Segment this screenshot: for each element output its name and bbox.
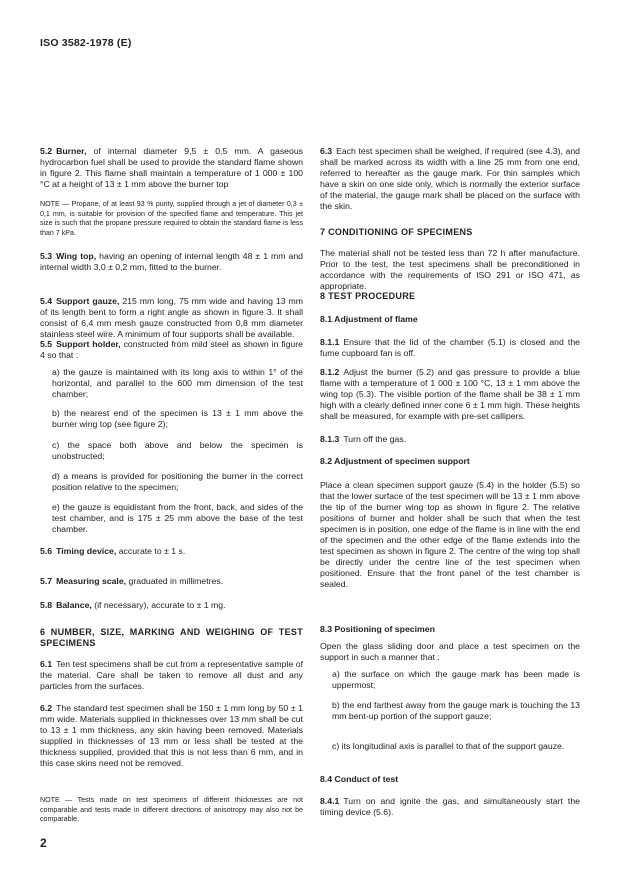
section-heading <box>320 227 580 238</box>
clause-number: 6.1 <box>40 659 53 669</box>
clause-text: Place a clean specimen support gauze (5.4) in the holder (5.5) so that the lower surface of the test specimen will be 13 ± 1 mm above the tip of the burner wing top as shown in figure 2. The relative positions of burner and holder shall be such that when the test specimen is in position, one edge of the flame is in line with the end of the specimen and the other edge of the flame extends into the test specimen as shown in figure 2. The centre of the wing top shall be directly under the centre line of the test specimen when positioned. Ensure that the front panel of the test chamber is sealed. <box>320 480 580 589</box>
paragraph <box>40 146 303 190</box>
paragraph <box>320 480 580 590</box>
clause-text: Open the glass sliding door and place a test specimen on the support in such a manner that : <box>320 641 580 662</box>
clause-number: 5.8 <box>40 600 53 610</box>
paragraph <box>40 659 303 692</box>
list-item <box>320 669 580 691</box>
clause-text: 8.2 Adjustment of specimen support <box>320 456 470 466</box>
list-item <box>40 471 303 493</box>
paragraph <box>320 248 580 292</box>
clause-text: Each test specimen shall be weighed, if required (see 4.3), and shall be marked across its width with a line 25 mm from one end, referred to hereafter as the gauge mark. For thin samples which have a skin on one side only, which is normally the exterior surface of the material, the gauge mark shall be placed on the surface with the skin. <box>320 146 580 211</box>
paragraph <box>320 641 580 663</box>
list-item <box>40 367 303 400</box>
paragraph <box>40 296 303 340</box>
clause-number: 5.2 <box>40 146 53 156</box>
paragraph <box>40 600 303 611</box>
clause-number: 5.5 <box>40 339 53 349</box>
subsection-heading <box>320 774 580 785</box>
clause-number: 5.3 <box>40 251 53 261</box>
clause-number: 8.1.3 <box>320 434 340 444</box>
list-item <box>40 502 303 535</box>
paragraph <box>40 576 303 587</box>
clause-text: 8 TEST PROCEDURE <box>320 291 416 301</box>
section-heading <box>320 291 580 302</box>
clause-number: 8.1.1 <box>320 337 340 347</box>
document-header: ISO 3582-1978 (E) <box>40 37 132 49</box>
clause-text: Turn off the gas. <box>343 434 407 444</box>
page-number: 2 <box>40 836 47 850</box>
clause-text: Turn on and ignite the gas, and simultaneously start the timing device (5.6). <box>320 796 580 817</box>
clause-text: of internal diameter 9,5 ± 0,5 mm. A gaseous hydrocarbon fuel shall be used to provide the standard flame shown in figure 2. This flame shall maintain a temperature of 1 000 ± 100 °C at a height of 13 ± 1 mm above the burner top <box>40 146 303 189</box>
clause-number: 6.3 <box>320 146 333 156</box>
paragraph <box>40 703 303 769</box>
clause-text: Adjust the burner (5.2) and gas pressure to provide a blue flame with a temperature of 1 000 ± 100 °C, 13 ± 1 mm above the wing top (5.3). The visible portion of the flame shall be 38 ± 1 mm high with a clearly defined inner cone 6 ± 1 mm high. These heights shall be measured, for example with pre-set callipers. <box>320 367 580 421</box>
clause-number: 5.4 <box>40 296 53 306</box>
clause-text: 8.4 Conduct of test <box>320 774 399 784</box>
clause-term: Support gauze, <box>56 296 120 306</box>
list-item <box>40 408 303 430</box>
clause-number: 5.6 <box>40 546 53 556</box>
clause-text: NOTE — Tests made on test specimens of different thicknesses are not comparable and tests made in different directions of anisotropy may also not be comparable. <box>40 796 303 824</box>
clause-text: b) the end farthest away from the gauge mark is touching the 13 mm bent-up portion of the support gauze; <box>332 700 580 721</box>
clause-text: 8.1 Adjustment of flame <box>320 314 418 324</box>
clause-term: Timing device, <box>56 546 117 556</box>
list-item <box>320 741 580 752</box>
clause-term: Burner, <box>56 146 87 156</box>
list-item <box>320 700 580 722</box>
clause-term: Support holder, <box>56 339 121 349</box>
clause-text: The standard test specimen shall be 150 ± 1 mm long by 50 ± 1 mm wide. Materials supplied in thicknesses over 13 mm shall be cut to 13 ± 1 mm thickness, any skin having been removed. Materials supplied in thicknesses of 13 mm or less shall be tested at the thickness supplied, provided that this is not less than 6 mm, and in this case skins need not be removed. <box>40 703 303 768</box>
paragraph <box>320 146 580 212</box>
clause-number: 8.1.2 <box>320 367 340 377</box>
clause-text: c) its longitudinal axis is parallel to that of the support gauze. <box>332 741 565 751</box>
clause-text: Ensure that the lid of the chamber (5.1) is closed and the fume cupboard fan is off. <box>320 337 580 358</box>
clause-text: 215 mm long, 75 mm wide and having 13 mm of its length bent to form a right angle as shown in figure 3. It shall consist of 6,4 mm mesh gauze constructed from 0,8 mm diameter stainless steel wire. A minimum of four supports shall be available. <box>40 296 303 339</box>
subsection-heading <box>320 456 580 467</box>
paragraph <box>40 339 303 361</box>
note-text <box>40 200 303 238</box>
clause-term: Wing top, <box>56 251 97 261</box>
clause-text: constructed from mild steel as shown in figure 4 so that : <box>40 339 303 360</box>
clause-term: Balance, <box>56 600 92 610</box>
clause-text: (if necessary), accurate to ± 1 mg. <box>91 600 226 610</box>
clause-number: 8.4.1 <box>320 796 340 806</box>
clause-text: e) the gauze is equidistant from the front, back, and sides of the test chamber, and is 175 ± 25 mm above the base of the test chamber. <box>52 502 303 534</box>
clause-text: a) the surface on which the gauge mark has been made is uppermost; <box>332 669 580 690</box>
paragraph <box>320 337 580 359</box>
clause-text: NOTE — Propane, of at least 93 % purity, supplied through a jet of diameter 0,3 ± 0,1 mm, is suitable for provision of the specified flame and temperature. This jet size is such that the propane pressure required to obtain the standard flame is less than 7 kPa. <box>40 200 303 237</box>
clause-text: 7 CONDITIONING OF SPECIMENS <box>320 227 473 237</box>
clause-number: 5.7 <box>40 576 53 586</box>
paragraph <box>320 796 580 818</box>
paragraph <box>320 434 580 445</box>
subsection-heading <box>320 624 580 635</box>
clause-term: Measuring scale, <box>56 576 127 586</box>
clause-text: a) the gauze is maintained with its long axis to within 1° of the horizontal, and parallel to the 600 mm dimension of the test chamber; <box>52 367 303 399</box>
section-heading <box>40 627 303 649</box>
clause-number: 6.2 <box>40 703 53 713</box>
note-text <box>40 796 303 825</box>
clause-text: 8.3 Positioning of specimen <box>320 624 435 634</box>
clause-text: The material shall not be tested less than 72 h after manufacture. Prior to the test, the test specimens shall be preconditioned in accordance with the requirements of ISO 291 or ISO 471, as appropriate. <box>320 248 580 291</box>
paragraph <box>40 546 303 557</box>
paragraph <box>40 251 303 273</box>
clause-text: Ten test specimens shall be cut from a representative sample of the material. Care shall be taken to remove all dust and any particles from the surfaces. <box>40 659 303 691</box>
clause-text: accurate to ± 1 s. <box>116 546 186 556</box>
clause-text: c) the space both above and below the specimen is unobstructed; <box>52 440 303 461</box>
clause-text: d) a means is provided for positioning the burner in the correct position relative to the specimen; <box>52 471 303 492</box>
clause-text: b) the nearest end of the specimen is 13 ± 1 mm above the burner wing top (see figure 2); <box>52 408 303 429</box>
subsection-heading <box>320 314 580 325</box>
clause-text: 6 NUMBER, SIZE, MARKING AND WEIGHING OF TEST SPECIMENS <box>40 627 303 648</box>
clause-text: graduated in millimetres. <box>126 576 224 586</box>
clause-text: having an opening of internal length 48 ± 1 mm and internal width 3,0 ± 0,2 mm, fitted to the burner. <box>40 251 304 272</box>
paragraph <box>320 367 580 422</box>
list-item <box>40 440 303 462</box>
